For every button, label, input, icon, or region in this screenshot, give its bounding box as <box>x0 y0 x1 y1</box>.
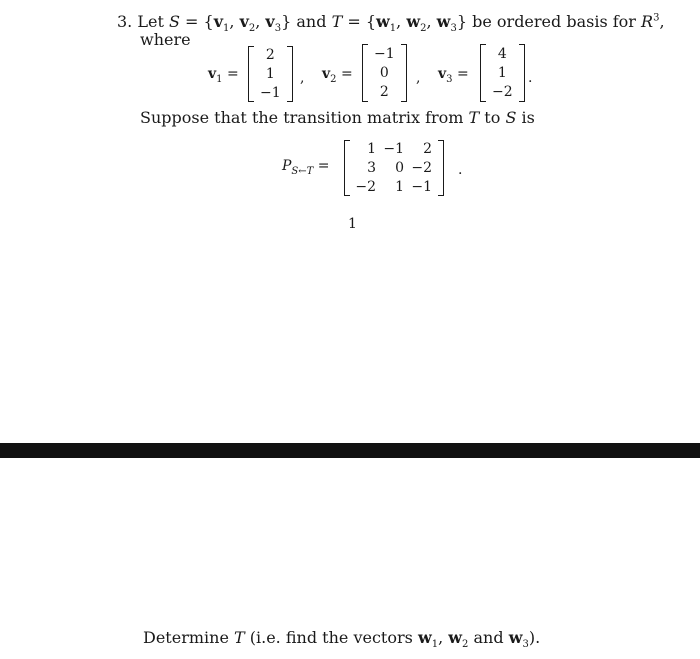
basis-phrase: be ordered basis for <box>472 12 636 31</box>
v2-column-vector <box>362 44 407 102</box>
v2-entry-2: 0 <box>379 64 389 81</box>
p-21: 3 <box>367 159 376 176</box>
v3-entry-2: 1 <box>497 64 507 81</box>
set-T-symbol: T <box>331 12 343 31</box>
p-23: −2 <box>411 159 432 176</box>
v3-entry-3: −2 <box>492 84 513 101</box>
p-31: −2 <box>355 178 376 195</box>
v1-entry-2: 1 <box>265 65 275 82</box>
S-element-2: $v_2$ <box>239 12 256 35</box>
v1-label: $v_1$ = <box>208 66 239 85</box>
transition-matrix-label: $P_{S\leftarrow T}$ = <box>282 158 330 177</box>
T-element-1: $w_1$ <box>376 12 397 35</box>
page-divider <box>0 443 700 458</box>
and-word: and <box>296 12 327 31</box>
let-word: Let <box>137 12 164 31</box>
v1-entry-1: 2 <box>265 47 275 64</box>
p-33: −1 <box>411 178 432 195</box>
problem-statement-line1: 3. Let $S = \{v_1$, $v_2$, $v_3$} and $T = \{w_1$, $w_2$, $w_3$} be ordered basis for $R^3$, <box>117 12 665 35</box>
p-12: −1 <box>383 141 404 158</box>
v2-label: $v_2$ = <box>322 66 353 85</box>
v2-entry-3: 2 <box>379 84 389 101</box>
equals-sign-2: = <box>347 12 361 31</box>
space-symbol: R <box>641 12 654 31</box>
v3-column-vector <box>480 44 525 102</box>
S-element-3: $v_3$ <box>265 12 282 35</box>
equals-sign: = <box>185 12 199 31</box>
T-element-2: $w_2$ <box>406 12 427 35</box>
v1-column-vector <box>248 46 293 102</box>
v3-entry-1: 4 <box>497 45 507 62</box>
p-32: 1 <box>395 178 404 195</box>
T-element-3: $w_3$ <box>436 12 457 35</box>
comma: , <box>659 12 665 31</box>
where-word: where <box>140 30 191 49</box>
page-number: 1 <box>348 216 357 232</box>
problem-number: 3. <box>117 12 133 31</box>
p-13: 2 <box>423 141 432 158</box>
S-element-1: $v_1$ <box>213 12 230 35</box>
set-S-symbol: S <box>168 12 180 31</box>
transition-statement: Suppose that the transition matrix from T to S is <box>140 108 535 127</box>
determine-statement: Determine T (i.e. find the vectors $w_1$, $w_2$ and $w_3$). <box>143 628 541 651</box>
space-exponent: 3 <box>653 12 660 24</box>
transition-matrix <box>344 140 444 196</box>
v1-entry-3: −1 <box>260 84 281 101</box>
v3-label: $v_3$ = <box>438 66 469 85</box>
p-22: 0 <box>395 159 404 176</box>
v2-entry-1: −1 <box>374 45 395 62</box>
p-11: 1 <box>367 141 376 158</box>
